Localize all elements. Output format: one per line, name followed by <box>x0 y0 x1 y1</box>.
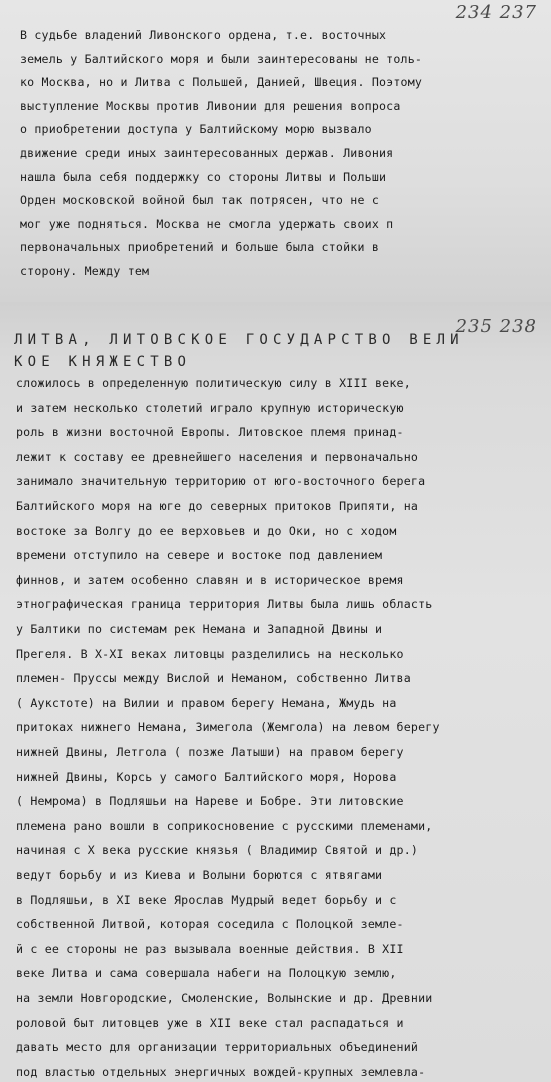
text-line: й с ее стороны не раз вызывала военные действия. В XII <box>16 941 404 956</box>
text-line: сложилось в определенную политическую силу в XIII веке, <box>16 376 411 390</box>
page-number-top: 234 237 <box>455 2 537 23</box>
text-line: племена рано вошли в соприкосновение с русскими племенами, <box>16 818 433 833</box>
text-line: веке Литва и сама совершала набеги на Полоцкую землю, <box>16 966 397 981</box>
text-line: лежит к составу ее древнейшего населения и первоначально <box>16 449 419 464</box>
text-line: давать место для организации территориальных объединений <box>16 1040 419 1055</box>
upper-page-fragment <box>0 0 551 303</box>
text-line: о приобретении доступа у Балтийскому морю вызвало <box>20 122 372 137</box>
text-line: ( Аукстоте) на Вилии и правом берегу Немана, Жмудь на <box>16 695 397 710</box>
text-line: под властью отдельных энергичных вождей-крупных землевла- <box>16 1064 426 1079</box>
text-line: у Балтики по системам рек Немана и Западной Двины и <box>16 622 383 636</box>
text-line: мог уже подняться. Москва не смогла удержать своих п <box>20 216 394 231</box>
text-line: этнографическая граница территория Литвы была лишь область <box>16 597 433 612</box>
text-line: времени отступило на севере и востоке под давлением <box>16 548 383 563</box>
text-line: нашла была себя поддержку со стороны Литвы и Польши <box>20 169 387 184</box>
text-line: первоначальных приобретений и больше была стойки в <box>20 240 380 255</box>
text-line: занимало значительную территорию от юго-восточного берега <box>16 474 426 489</box>
text-line: притоках нижнего Немана, Зимегола (Жемгола) на левом берегу <box>16 720 440 735</box>
text-line: выступление Москвы против Ливонии для решения вопроса <box>20 98 401 113</box>
text-line: в Подляшьи, в XI веке Ярослав Мудрый ведет борьбу и с <box>16 892 397 907</box>
text-line: Прегеля. В X-XI веках литовцы разделились на несколько <box>16 646 404 661</box>
text-line: роловой быт литовцев уже в XII веке стал распадаться и <box>16 1015 404 1030</box>
heading-line: ЛИТВА, ЛИТОВСКОЕ ГОСУДАРСТВО ВЕЛИ <box>14 332 464 348</box>
text-line: нижней Двины, Летгола ( позже Латыши) на правом берегу <box>16 745 404 759</box>
text-line: роль в жизни восточной Европы. Литовское племя принад- <box>16 425 404 440</box>
heading-line: КОЕ КНЯЖЕСТВО <box>14 354 192 370</box>
text-line: сторону. Между тем <box>20 264 150 278</box>
text-line: востоке за Волгу до ее верховьев и до Оки, но с ходом <box>16 523 397 538</box>
text-line: финнов, и затем особенно славян и в историческое время <box>16 572 404 587</box>
text-line: и затем несколько столетий играло крупную историческую <box>16 400 404 415</box>
text-line: начиная с X века русские князья ( Владимир Святой и др.) <box>16 843 419 858</box>
text-line: ведут борьбу и из Киева и Волыни борются с ятвягами <box>16 868 383 882</box>
text-line: племен- Пруссы между Вислой и Неманом, собственно Литва <box>16 671 411 686</box>
text-line: на земли Новгородские, Смоленские, Волынские и др. Древнии <box>16 991 433 1005</box>
text-line: Балтийского моря на юге до северных притоков Припяти, на <box>16 499 419 513</box>
text-line: земель у Балтийского моря и были заинтересованы не толь- <box>20 51 423 66</box>
text-line: ко Москва, но и Литва с Польшей, Данией, Швеция. Поэтому <box>20 75 423 90</box>
text-line: собственной Литвой, которая соседила с Полоцкой земле- <box>16 917 404 932</box>
text-line: Орден московской войной был так потрясен, что не с <box>20 193 380 208</box>
page-number-bottom: 235 238 <box>455 316 537 337</box>
text-line: нижней Двины, Корсь у самого Балтийского моря, Норова <box>16 769 397 784</box>
text-line: ( Немрома) в Подляшьи на Нареве и Бобре. Эти литовские <box>16 794 404 809</box>
lower-page <box>0 302 551 1082</box>
text-line: В судьбе владений Ливонского ордена, т.е. восточных <box>20 28 387 42</box>
text-line: движение среди иных заинтересованных держав. Ливония <box>20 146 394 160</box>
